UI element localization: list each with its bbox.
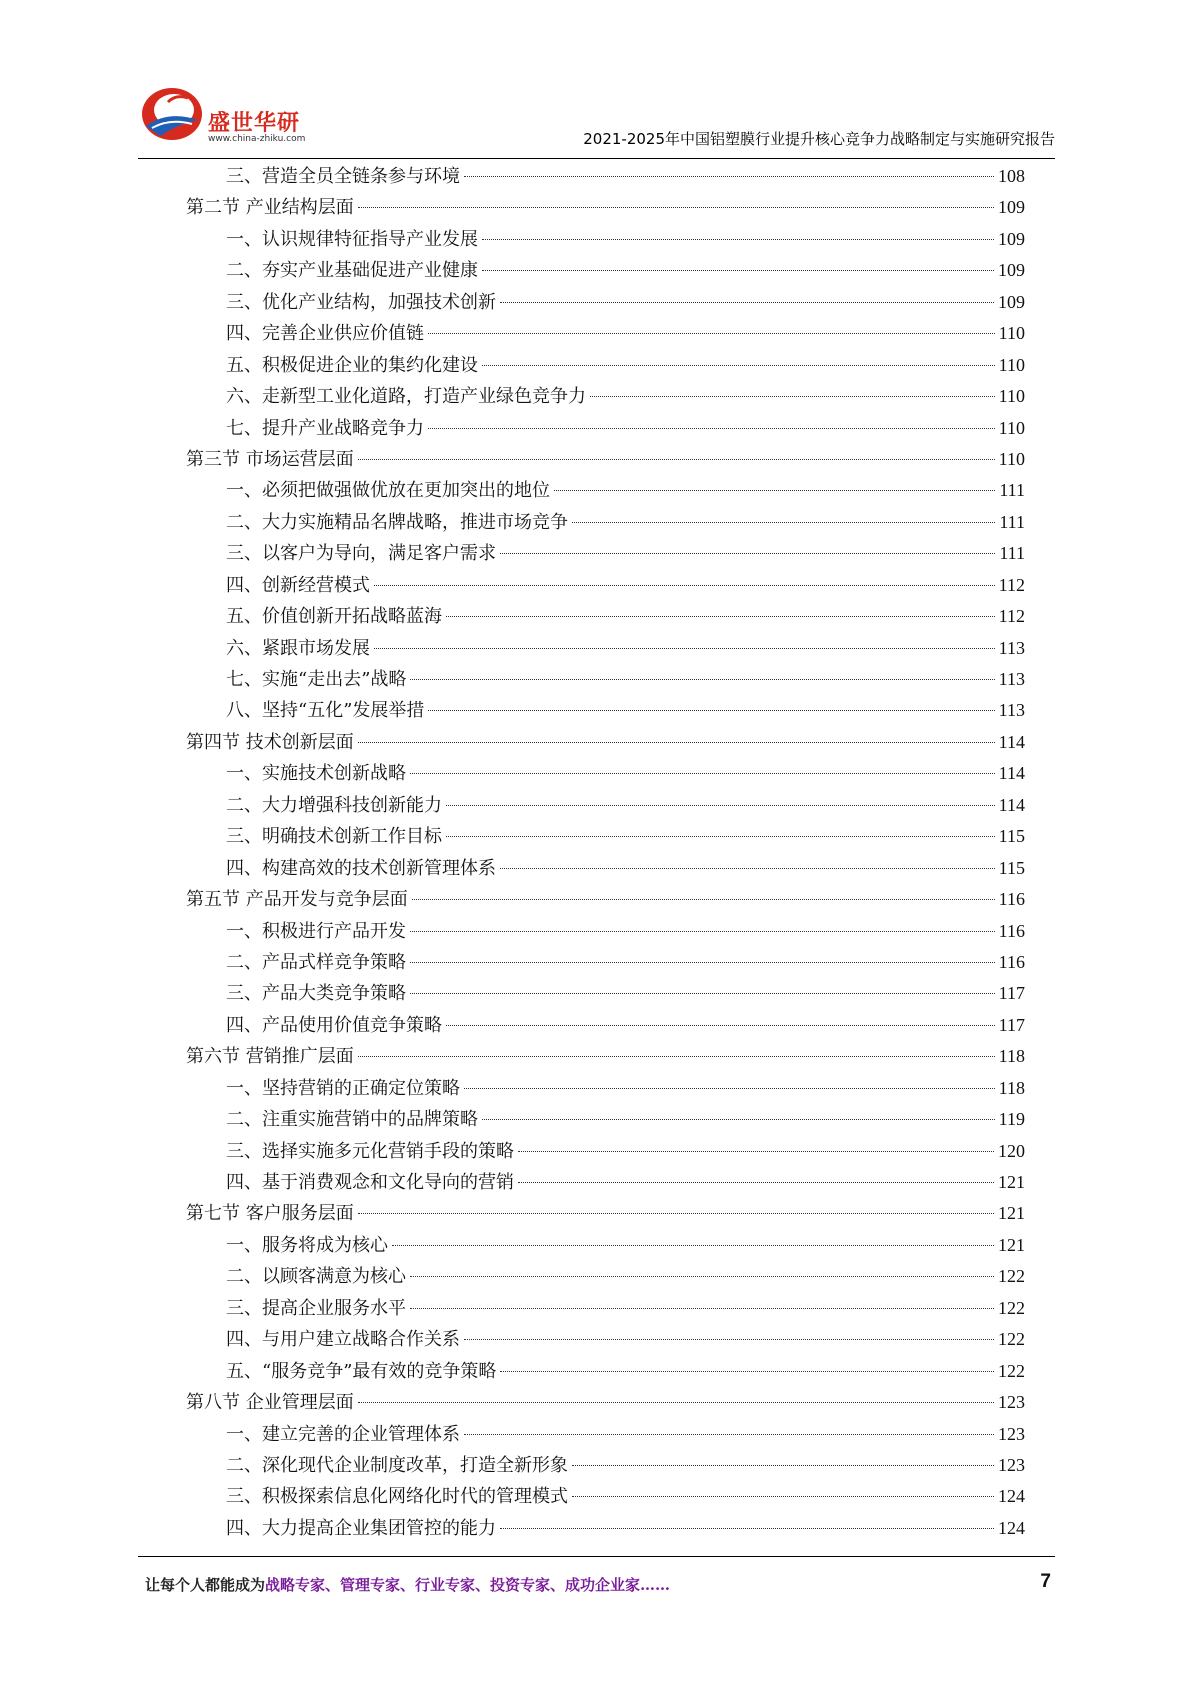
toc-dot-leader xyxy=(446,616,995,617)
footer-slogan xyxy=(145,1574,670,1595)
toc-entry-title: 八、坚持“五化”发展举措 xyxy=(226,700,425,722)
toc-section-entry[interactable] xyxy=(186,444,1025,475)
toc-dot-leader xyxy=(410,931,995,932)
toc-entry-page: 122 xyxy=(998,1266,1025,1287)
toc-entry-page: 116 xyxy=(998,889,1025,910)
toc-subsection-entry[interactable] xyxy=(186,1324,1025,1355)
toc-subsection-entry[interactable] xyxy=(186,224,1025,255)
slogan-prefix: 让每个人都能成为 xyxy=(145,1576,266,1594)
toc-entry-title: 三、提高企业服务水平 xyxy=(226,1297,406,1319)
toc-entry-title: 一、必须把做强做优放在更加突出的地位 xyxy=(226,480,550,502)
toc-subsection-entry[interactable] xyxy=(186,1419,1025,1450)
toc-subsection-entry[interactable] xyxy=(186,601,1025,632)
toc-entry-title: 二、夯实产业基础促进产业健康 xyxy=(226,260,478,282)
toc-section-entry[interactable] xyxy=(186,727,1025,758)
toc-dot-leader xyxy=(374,585,995,586)
toc-entry-page: 115 xyxy=(998,826,1025,847)
toc-dot-leader xyxy=(554,490,995,491)
toc-entry-title: 五、价值创新开拓战略蓝海 xyxy=(226,606,442,628)
toc-entry-page: 123 xyxy=(998,1423,1025,1444)
toc-entry-page: 114 xyxy=(998,763,1025,784)
toc-entry-page: 123 xyxy=(998,1392,1025,1413)
toc-subsection-entry[interactable] xyxy=(186,978,1025,1009)
toc-entry-title: 二、产品式样竞争策略 xyxy=(226,951,406,973)
toc-entry-page: 109 xyxy=(998,197,1025,218)
toc-dot-leader xyxy=(410,993,995,994)
toc-subsection-entry[interactable] xyxy=(186,1230,1025,1261)
toc-dot-leader xyxy=(374,648,995,649)
toc-entry-title: 七、提升产业战略竞争力 xyxy=(226,417,424,439)
toc-entry-title: 一、认识规律特征指导产业发展 xyxy=(226,228,478,250)
toc-entry-title: 四、与用户建立战略合作关系 xyxy=(226,1329,460,1351)
toc-dot-leader xyxy=(500,1528,994,1529)
toc-entry-title: 四、基于消费观念和文化导向的营销 xyxy=(226,1172,514,1193)
toc-dot-leader xyxy=(572,522,995,523)
toc-entry-page: 110 xyxy=(998,323,1025,344)
toc-entry-page: 119 xyxy=(998,1109,1025,1130)
toc-dot-leader xyxy=(500,868,995,869)
toc-subsection-entry[interactable] xyxy=(186,1261,1025,1292)
toc-section-entry[interactable] xyxy=(186,1198,1025,1229)
toc-entry-title: 三、选择实施多元化营销手段的策略 xyxy=(226,1140,514,1162)
toc-subsection-entry[interactable] xyxy=(186,1073,1025,1104)
toc-entry-title: 第四节 技术创新层面 xyxy=(186,731,354,753)
toc-subsection-entry[interactable] xyxy=(186,916,1025,947)
toc-subsection-entry[interactable] xyxy=(186,507,1025,538)
toc-subsection-entry[interactable] xyxy=(186,790,1025,821)
toc-entry-page: 116 xyxy=(998,951,1025,972)
toc-entry-page: 108 xyxy=(998,166,1025,186)
toc-entry-page: 111 xyxy=(999,511,1025,532)
toc-entry-page: 117 xyxy=(998,983,1025,1004)
toc-entry-title: 五、积极促进企业的集约化建设 xyxy=(226,354,478,376)
toc-entry-title: 第七节 客户服务层面 xyxy=(186,1203,354,1225)
toc-dot-leader xyxy=(464,1339,994,1340)
toc-dot-leader xyxy=(482,270,994,271)
toc-dot-leader xyxy=(446,836,995,837)
toc-dot-leader xyxy=(446,1025,995,1026)
toc-dot-leader xyxy=(482,1119,995,1120)
toc-dot-leader xyxy=(358,459,995,460)
toc-entry-title: 五、“服务竞争”最有效的竞争策略 xyxy=(226,1360,497,1382)
toc-subsection-entry[interactable] xyxy=(186,255,1025,286)
toc-entry-page: 122 xyxy=(998,1360,1025,1381)
toc-subsection-entry[interactable] xyxy=(186,287,1025,318)
toc-subsection-entry[interactable] xyxy=(186,381,1025,412)
toc-entry-title: 三、营造全员全链条参与环境 xyxy=(226,166,460,187)
toc-subsection-entry[interactable] xyxy=(186,1293,1025,1324)
toc-entry-page: 114 xyxy=(998,731,1025,752)
toc-dot-leader xyxy=(412,899,995,900)
toc-entry-page: 113 xyxy=(998,637,1025,658)
table-of-contents xyxy=(186,161,1025,1544)
toc-entry-page: 123 xyxy=(998,1454,1025,1475)
toc-entry-title: 三、产品大类竞争策略 xyxy=(226,983,406,1005)
slogan-highlight: 战略专家、管理专家、行业专家、投资专家、成功企业家…… xyxy=(265,1576,671,1594)
toc-entry-title: 一、积极进行产品开发 xyxy=(226,920,406,942)
toc-entry-title: 四、完善企业供应价值链 xyxy=(226,323,424,345)
toc-dot-leader xyxy=(500,1371,994,1372)
toc-dot-leader xyxy=(464,1434,994,1435)
toc-entry-title: 六、紧跟市场发展 xyxy=(226,637,370,659)
toc-section-entry[interactable] xyxy=(186,1041,1025,1072)
toc-subsection-entry[interactable] xyxy=(186,947,1025,978)
toc-dot-leader xyxy=(410,773,995,774)
toc-entry-page: 121 xyxy=(998,1234,1025,1255)
toc-dot-leader xyxy=(482,239,994,240)
toc-section-entry[interactable] xyxy=(186,192,1025,223)
toc-entry-page: 110 xyxy=(998,354,1025,375)
toc-entry-title: 二、注重实施营销中的品牌策略 xyxy=(226,1109,478,1131)
toc-entry-page: 116 xyxy=(998,920,1025,941)
toc-subsection-entry[interactable] xyxy=(186,821,1025,852)
logo-emblem-icon xyxy=(138,80,206,144)
toc-entry-page: 114 xyxy=(998,794,1025,815)
toc-subsection-entry[interactable] xyxy=(186,538,1025,569)
toc-subsection-entry[interactable] xyxy=(186,1104,1025,1135)
toc-dot-leader xyxy=(392,1245,994,1246)
toc-entry-page: 121 xyxy=(998,1172,1025,1192)
toc-entry-page: 109 xyxy=(998,260,1025,281)
toc-dot-leader xyxy=(464,176,994,177)
toc-entry-title: 七、实施“走出去”战略 xyxy=(226,669,407,690)
toc-entry-page: 110 xyxy=(998,386,1025,407)
toc-entry-title: 四、创新经营模式 xyxy=(226,574,370,596)
toc-entry-page: 111 xyxy=(999,480,1025,501)
toc-section-entry[interactable] xyxy=(186,884,1025,915)
toc-entry-page: 124 xyxy=(998,1517,1025,1538)
header-divider xyxy=(138,158,1055,159)
toc-dot-leader xyxy=(482,365,995,366)
toc-subsection-entry[interactable] xyxy=(186,1010,1025,1041)
toc-dot-leader xyxy=(464,1088,995,1089)
toc-entry-title: 一、服务将成为核心 xyxy=(226,1234,388,1256)
toc-subsection-entry[interactable] xyxy=(186,413,1025,444)
toc-dot-leader xyxy=(518,1182,994,1183)
toc-entry-title: 四、产品使用价值竞争策略 xyxy=(226,1014,442,1036)
toc-entry-page: 113 xyxy=(998,700,1025,721)
toc-dot-leader xyxy=(358,742,995,743)
toc-subsection-entry[interactable] xyxy=(186,695,1025,726)
toc-subsection-entry[interactable] xyxy=(186,1450,1025,1481)
toc-entry-page: 122 xyxy=(998,1329,1025,1350)
toc-subsection-entry[interactable] xyxy=(186,758,1025,789)
toc-subsection-entry[interactable] xyxy=(186,1356,1025,1387)
toc-dot-leader xyxy=(358,1056,995,1057)
document-title: 2021-2025年中国铝塑膜行业提升核心竞争力战略制定与实施研究报告 xyxy=(583,130,1055,148)
toc-entry-title: 三、以客户为导向，满足客户需求 xyxy=(226,543,496,565)
toc-entry-page: 118 xyxy=(998,1046,1025,1067)
toc-entry-title: 二、以顾客满意为核心 xyxy=(226,1266,406,1288)
toc-entry-page: 115 xyxy=(998,857,1025,878)
toc-dot-leader xyxy=(500,302,994,303)
toc-entry-title: 第六节 营销推广层面 xyxy=(186,1046,354,1068)
toc-subsection-entry[interactable] xyxy=(186,1513,1025,1544)
toc-entry-page: 109 xyxy=(998,291,1025,312)
toc-entry-title: 第三节 市场运营层面 xyxy=(186,448,354,470)
toc-subsection-entry[interactable] xyxy=(186,853,1025,884)
toc-entry-title: 第五节 产品开发与竞争层面 xyxy=(186,889,408,911)
toc-entry-title: 二、大力增强科技创新能力 xyxy=(226,794,442,816)
toc-entry-title: 三、优化产业结构，加强技术创新 xyxy=(226,291,496,313)
toc-entry-title: 三、明确技术创新工作目标 xyxy=(226,826,442,848)
footer-divider xyxy=(138,1556,1055,1557)
toc-subsection-entry[interactable] xyxy=(186,633,1025,664)
toc-dot-leader xyxy=(428,710,994,711)
brand-logo xyxy=(138,78,313,150)
toc-dot-leader xyxy=(518,1151,994,1152)
toc-entry-title: 一、建立完善的企业管理体系 xyxy=(226,1423,460,1445)
toc-subsection-entry[interactable] xyxy=(186,318,1025,349)
toc-dot-leader xyxy=(428,333,995,334)
toc-entry-page: 112 xyxy=(998,606,1025,627)
toc-entry-page: 118 xyxy=(998,1077,1025,1098)
toc-entry-page: 110 xyxy=(998,448,1025,469)
toc-entry-page: 117 xyxy=(998,1014,1025,1035)
toc-subsection-entry[interactable] xyxy=(186,161,1025,192)
toc-subsection-entry[interactable] xyxy=(186,664,1025,695)
toc-dot-leader xyxy=(410,1308,994,1309)
toc-dot-leader xyxy=(410,1276,994,1277)
toc-entry-page: 110 xyxy=(998,417,1025,438)
toc-entry-page: 111 xyxy=(999,543,1025,564)
toc-subsection-entry[interactable] xyxy=(186,350,1025,381)
toc-entry-title: 第二节 产业结构层面 xyxy=(186,197,354,219)
toc-entry-title: 一、坚持营销的正确定位策略 xyxy=(226,1077,460,1099)
toc-subsection-entry[interactable] xyxy=(186,570,1025,601)
toc-subsection-entry[interactable] xyxy=(186,475,1025,506)
toc-entry-title: 第八节 企业管理层面 xyxy=(186,1392,354,1414)
toc-subsection-entry[interactable] xyxy=(186,1481,1025,1512)
toc-entry-title: 二、大力实施精品名牌战略，推进市场竞争 xyxy=(226,511,568,533)
toc-dot-leader xyxy=(358,1402,994,1403)
toc-entry-title: 二、深化现代企业制度改革，打造全新形象 xyxy=(226,1454,568,1476)
toc-dot-leader xyxy=(572,1465,994,1466)
toc-dot-leader xyxy=(358,1213,994,1214)
toc-entry-page: 124 xyxy=(998,1486,1025,1507)
toc-entry-title: 一、实施技术创新战略 xyxy=(226,763,406,785)
page-header xyxy=(138,78,1055,160)
toc-dot-leader xyxy=(500,553,995,554)
toc-entry-title: 六、走新型工业化道路，打造产业绿色竞争力 xyxy=(226,386,586,408)
toc-subsection-entry[interactable] xyxy=(186,1136,1025,1167)
toc-subsection-entry[interactable] xyxy=(186,1167,1025,1198)
toc-entry-page: 121 xyxy=(998,1203,1025,1224)
brand-url: www.china-zhiku.com xyxy=(208,134,306,144)
toc-entry-page: 109 xyxy=(998,228,1025,249)
toc-entry-title: 四、构建高效的技术创新管理体系 xyxy=(226,857,496,879)
page-number: 7 xyxy=(1040,1571,1051,1592)
toc-dot-leader xyxy=(446,805,995,806)
toc-dot-leader xyxy=(358,207,994,208)
toc-dot-leader xyxy=(410,962,995,963)
toc-entry-page: 113 xyxy=(998,669,1025,689)
toc-entry-page: 122 xyxy=(998,1297,1025,1318)
toc-dot-leader xyxy=(590,396,995,397)
brand-name: 盛世华研 xyxy=(208,111,301,136)
toc-entry-page: 112 xyxy=(998,574,1025,595)
toc-entry-title: 四、大力提高企业集团管控的能力 xyxy=(226,1517,496,1539)
toc-dot-leader xyxy=(410,679,994,680)
toc-dot-leader xyxy=(428,428,995,429)
toc-entry-title: 三、积极探索信息化网络化时代的管理模式 xyxy=(226,1486,568,1508)
toc-section-entry[interactable] xyxy=(186,1387,1025,1418)
toc-dot-leader xyxy=(572,1496,994,1497)
toc-entry-page: 120 xyxy=(998,1140,1025,1161)
